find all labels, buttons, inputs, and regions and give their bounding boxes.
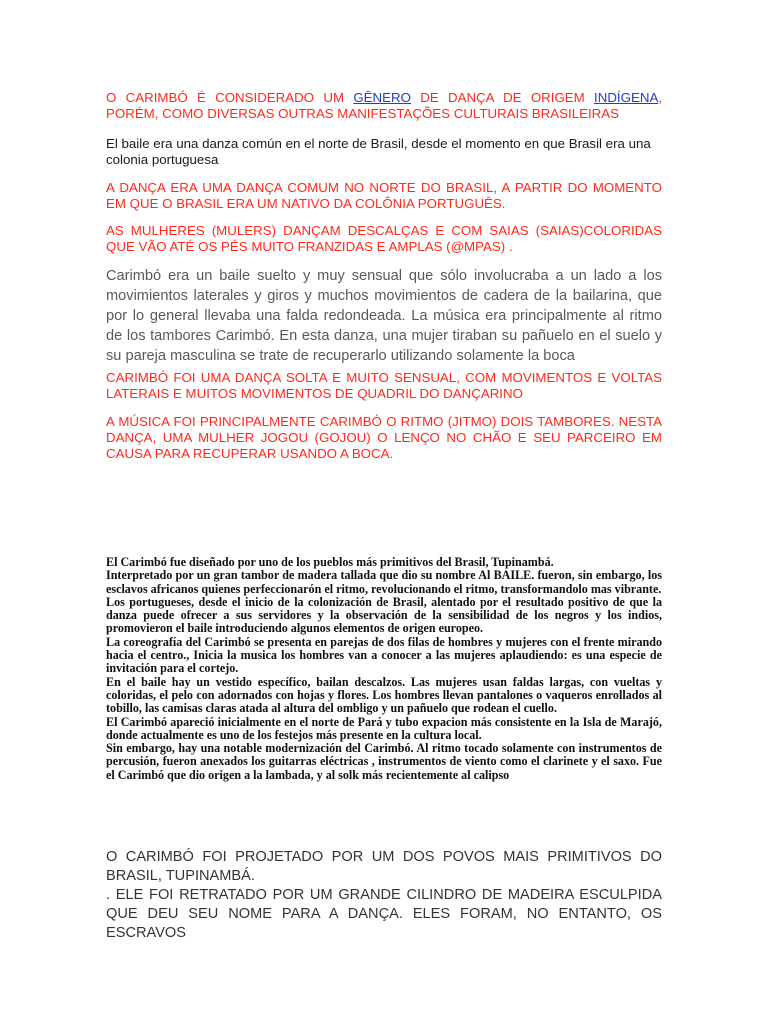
serif-paragraph: Los portugueses, desde el inicio de la colonización de Brasil, alentado por el resultado positivo de que la danza puede ofrecer a sus servidores y la observación de la sensibilidad de los negros y los indios, promovieron el baile introduciendo algunos elementos de origen europeo.	[106, 594, 662, 636]
serif-text-block	[106, 556, 662, 782]
paragraph-pt-4: A MÚSICA FOI PRINCIPALMENTE CARIMBÓ O RITMO (JITMO) DOIS TAMBORES. NESTA DANÇA, UMA MULHER JOGOU (GOJOU) O LENÇO NO CHÃO E SEU PARCEIRO EM CAUSA PARA RECUPERAR USANDO A BOCA.	[106, 414, 662, 461]
paragraph-pt-2: AS MULHERES (MULERS) DANÇAM DESCALÇAS E COM SAIAS (SAIAS)COLORIDAS QUE VÃO ATÉ OS PÉS MUITO FRANZIDAS E AMPLAS (@MPAS) .	[106, 223, 662, 254]
paragraph-es-1: El baile era una danza común en el norte de Brasil, desde el momento en que Brasil era una colonia portuguesa	[106, 136, 651, 167]
serif-paragraph: Sin embargo, hay una notable modernización del Carimbó. Al ritmo tocado solamente con instrumentos de percusión, fueron anexados los guitarras eléctricas , instrumentos de viento como el clarinete y el saxo. Fue el Carimbó que dio origen a la lambada, y al solk más recientemente al calipso	[106, 741, 662, 782]
genero-link[interactable]: GÊNERO	[353, 90, 411, 105]
heading-text-1: O CARIMBÓ É CONSIDERADO UM	[106, 90, 354, 105]
heading-paragraph	[106, 90, 662, 122]
paragraph-pt-3: CARIMBÓ FOI UMA DANÇA SOLTA E MUITO SENSUAL, COM MOVIMENTOS E VOLTAS LATERAIS E MUITOS MOVIMENTOS DE QUADRIL DO DANÇARINO	[106, 370, 662, 401]
bottom-paragraph-1: O CARIMBÓ FOI PROJETADO POR UM DOS POVOS MAIS PRIMITIVOS DO BRASIL, TUPINAMBÁ.	[106, 849, 662, 884]
serif-paragraph: La coreografía del Carimbó se presenta en parejas de dos filas de hombres y mujeres con el frente mirando hacia el centro., Inicia la musica los hombres van a conocer a las mujeres aplaudiendo: es una especie de invitación para el cortejo.	[106, 634, 662, 676]
bottom-paragraph-2: . ELE FOI RETRATADO POR UM GRANDE CILINDRO DE MADEIRA ESCULPIDA QUE DEU SEU NOME PARA A DANÇA. ELES FORAM, NO ENTANTO, OS ESCRAVOS	[106, 887, 662, 941]
serif-paragraph: En el baile hay un vestido específico, bailan descalzos. Las mujeres usan faldas largas, con vueltas y coloridas, el pelo con adornados con hojas y flores. Los hombres llevan pantalones o vaqueros enrollados al tobillo, las camisas claras atada al altura del ombligo y un pañuelo que rodean el cuello.	[106, 674, 662, 716]
paragraph-es-2: Carimbó era un baile suelto y muy sensual que sólo involucraba a un lado a los movimientos laterales y giros y muchos movimientos de cadera de la bailarina, que por lo general llevaba una falda redondeada. La música era principalmente al ritmo de los tambores Carimbó. En esta danza, una mujer tiraban su pañuelo en el suelo y su pareja masculina se trate de recuperarlo utilizando solamente la boca	[106, 268, 662, 364]
paragraph-pt-1: A DANÇA ERA UMA DANÇA COMUM NO NORTE DO BRASIL, A PARTIR DO MOMENTO EM QUE O BRASIL ERA UM NATIVO DA COLÔNIA PORTUGUÊS.	[106, 180, 662, 211]
serif-paragraph: El Carimbó fue diseñado por uno de los pueblos más primitivos del Brasil, Tupinambá.	[106, 555, 554, 569]
serif-paragraph: El Carimbó apareció inicialmente en el norte de Pará y tubo expacion más consistente en la Isla de Marajó, donde actualmente es uno de los festejos más presente en la cultura local.	[106, 714, 662, 742]
indigena-link[interactable]: INDÍGENA	[594, 90, 659, 105]
heading-text-2: DE DANÇA DE ORIGEM	[410, 90, 595, 105]
serif-paragraph: Interpretado por un gran tambor de madera tallada que dio su nombre Al BAILE. fueron, sin embargo, los esclavos africanos quienes perfeccionarón el ritmo, revolucionando el ritmo, transformandolo mas vibrante.	[106, 568, 662, 596]
heading-text-3: , PORÉM, COMO DIVERSAS OUTRAS MANIFESTAÇÕES CULTURAIS BRASILEIRAS	[106, 90, 663, 121]
